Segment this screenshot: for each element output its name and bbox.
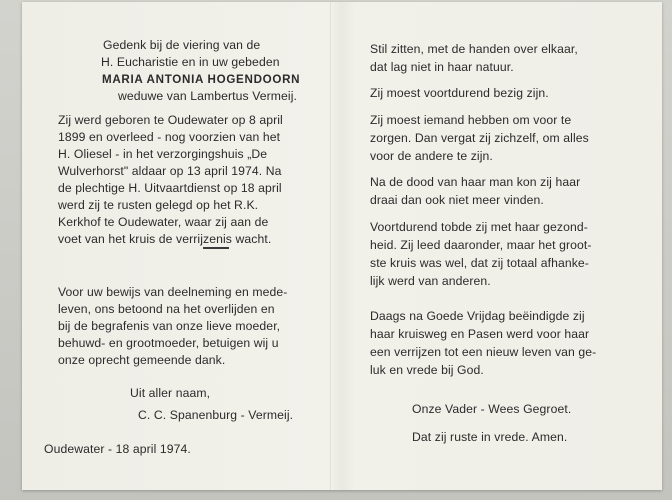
thanks-line-4: behuwd- en grootmoeder, betuigen wij u xyxy=(58,336,279,350)
thanks-line-3: bij de begrafenis van onze lieve moeder, xyxy=(58,319,281,333)
paragraph-1-line-1: Stil zitten, met de handen over elkaar, xyxy=(370,42,578,56)
paragraph-5-line-3: ste kruis was wel, dat zij totaal afhanke- xyxy=(370,256,589,270)
paragraph-6-line-2: haar kruisweg en Pasen werd voor haar xyxy=(370,327,590,341)
paragraph-3-line-3: voor de andere te zijn. xyxy=(370,149,493,163)
center-fold xyxy=(330,2,332,490)
paragraph-5-line-4: lijk werd van anderen. xyxy=(370,274,491,288)
biography-line-2: 1899 en overleed - nog voorzien van het xyxy=(58,130,281,144)
biography-line-8: voet van het kruis de verrijzenis wacht. xyxy=(58,232,272,246)
paragraph-5-line-2: heid. Zij leed daaronder, maar het groot- xyxy=(370,238,592,252)
biography-line-7: Kerkhof te Oudewater, waar zij aan de xyxy=(58,215,269,229)
paragraph-5-line-1: Voortdurend tobde zij met haar gezond- xyxy=(370,220,588,234)
paragraph-6-line-3: een verrijzen tot een nieuw leven van ge- xyxy=(370,345,597,359)
paragraph-1-line-2: dat lag niet in haar natuur. xyxy=(370,60,514,74)
thanks-line-2: leven, ons betoond na het overlijden en xyxy=(58,302,275,316)
closing-line: Dat zij ruste in vrede. Amen. xyxy=(412,430,568,444)
paragraph-6-line-4: luk en vrede bij God. xyxy=(370,363,484,377)
paragraph-4-line-2: draai dan ook niet meer vinden. xyxy=(370,193,544,207)
separator-dash xyxy=(203,247,229,249)
signoff: Uit aller naam, xyxy=(130,386,211,400)
biography-line-1: Zij werd geboren te Oudewater op 8 april xyxy=(58,113,283,127)
memorial-card xyxy=(22,2,662,490)
paragraph-3-line-2: zorgen. Dan vergat zij zichzelf, om alles xyxy=(370,131,589,145)
deceased-name: MARIA ANTONIA HOGENDOORN xyxy=(102,73,301,86)
place-date: Oudewater - 18 april 1974. xyxy=(44,442,191,456)
biography-line-4: Wulverhorst" aldaar op 13 april 1974. Na xyxy=(58,164,282,178)
paragraph-2-line-1: Zij moest voortdurend bezig zijn. xyxy=(370,86,549,100)
paragraph-4-line-1: Na de dood van haar man kon zij haar xyxy=(370,175,581,189)
biography-line-6: werd zij te rusten gelegd op het R.K. xyxy=(58,198,259,212)
prayer-line: Onze Vader - Wees Gegroet. xyxy=(412,402,572,416)
biography-line-3: H. Oliesel - in het verzorgingshuis „De xyxy=(58,147,268,161)
paragraph-3-line-1: Zij moest iemand hebben om voor te xyxy=(370,113,572,127)
signatory: C. C. Spanenburg - Vermeij. xyxy=(138,408,294,422)
intro-line-2: H. Eucharistie en in uw gebeden xyxy=(101,55,280,69)
widow-of: weduwe van Lambertus Vermeij. xyxy=(118,89,298,103)
biography-line-5: de plechtige H. Uitvaartdienst op 18 april xyxy=(58,181,282,195)
thanks-line-5: onze oprecht gemeende dank. xyxy=(58,353,226,367)
thanks-line-1: Voor uw bewijs van deelneming en mede- xyxy=(58,285,288,299)
intro-line-1: Gedenk bij de viering van de xyxy=(103,38,261,52)
paragraph-6-line-1: Daags na Goede Vrijdag beëindigde zij xyxy=(370,309,585,323)
